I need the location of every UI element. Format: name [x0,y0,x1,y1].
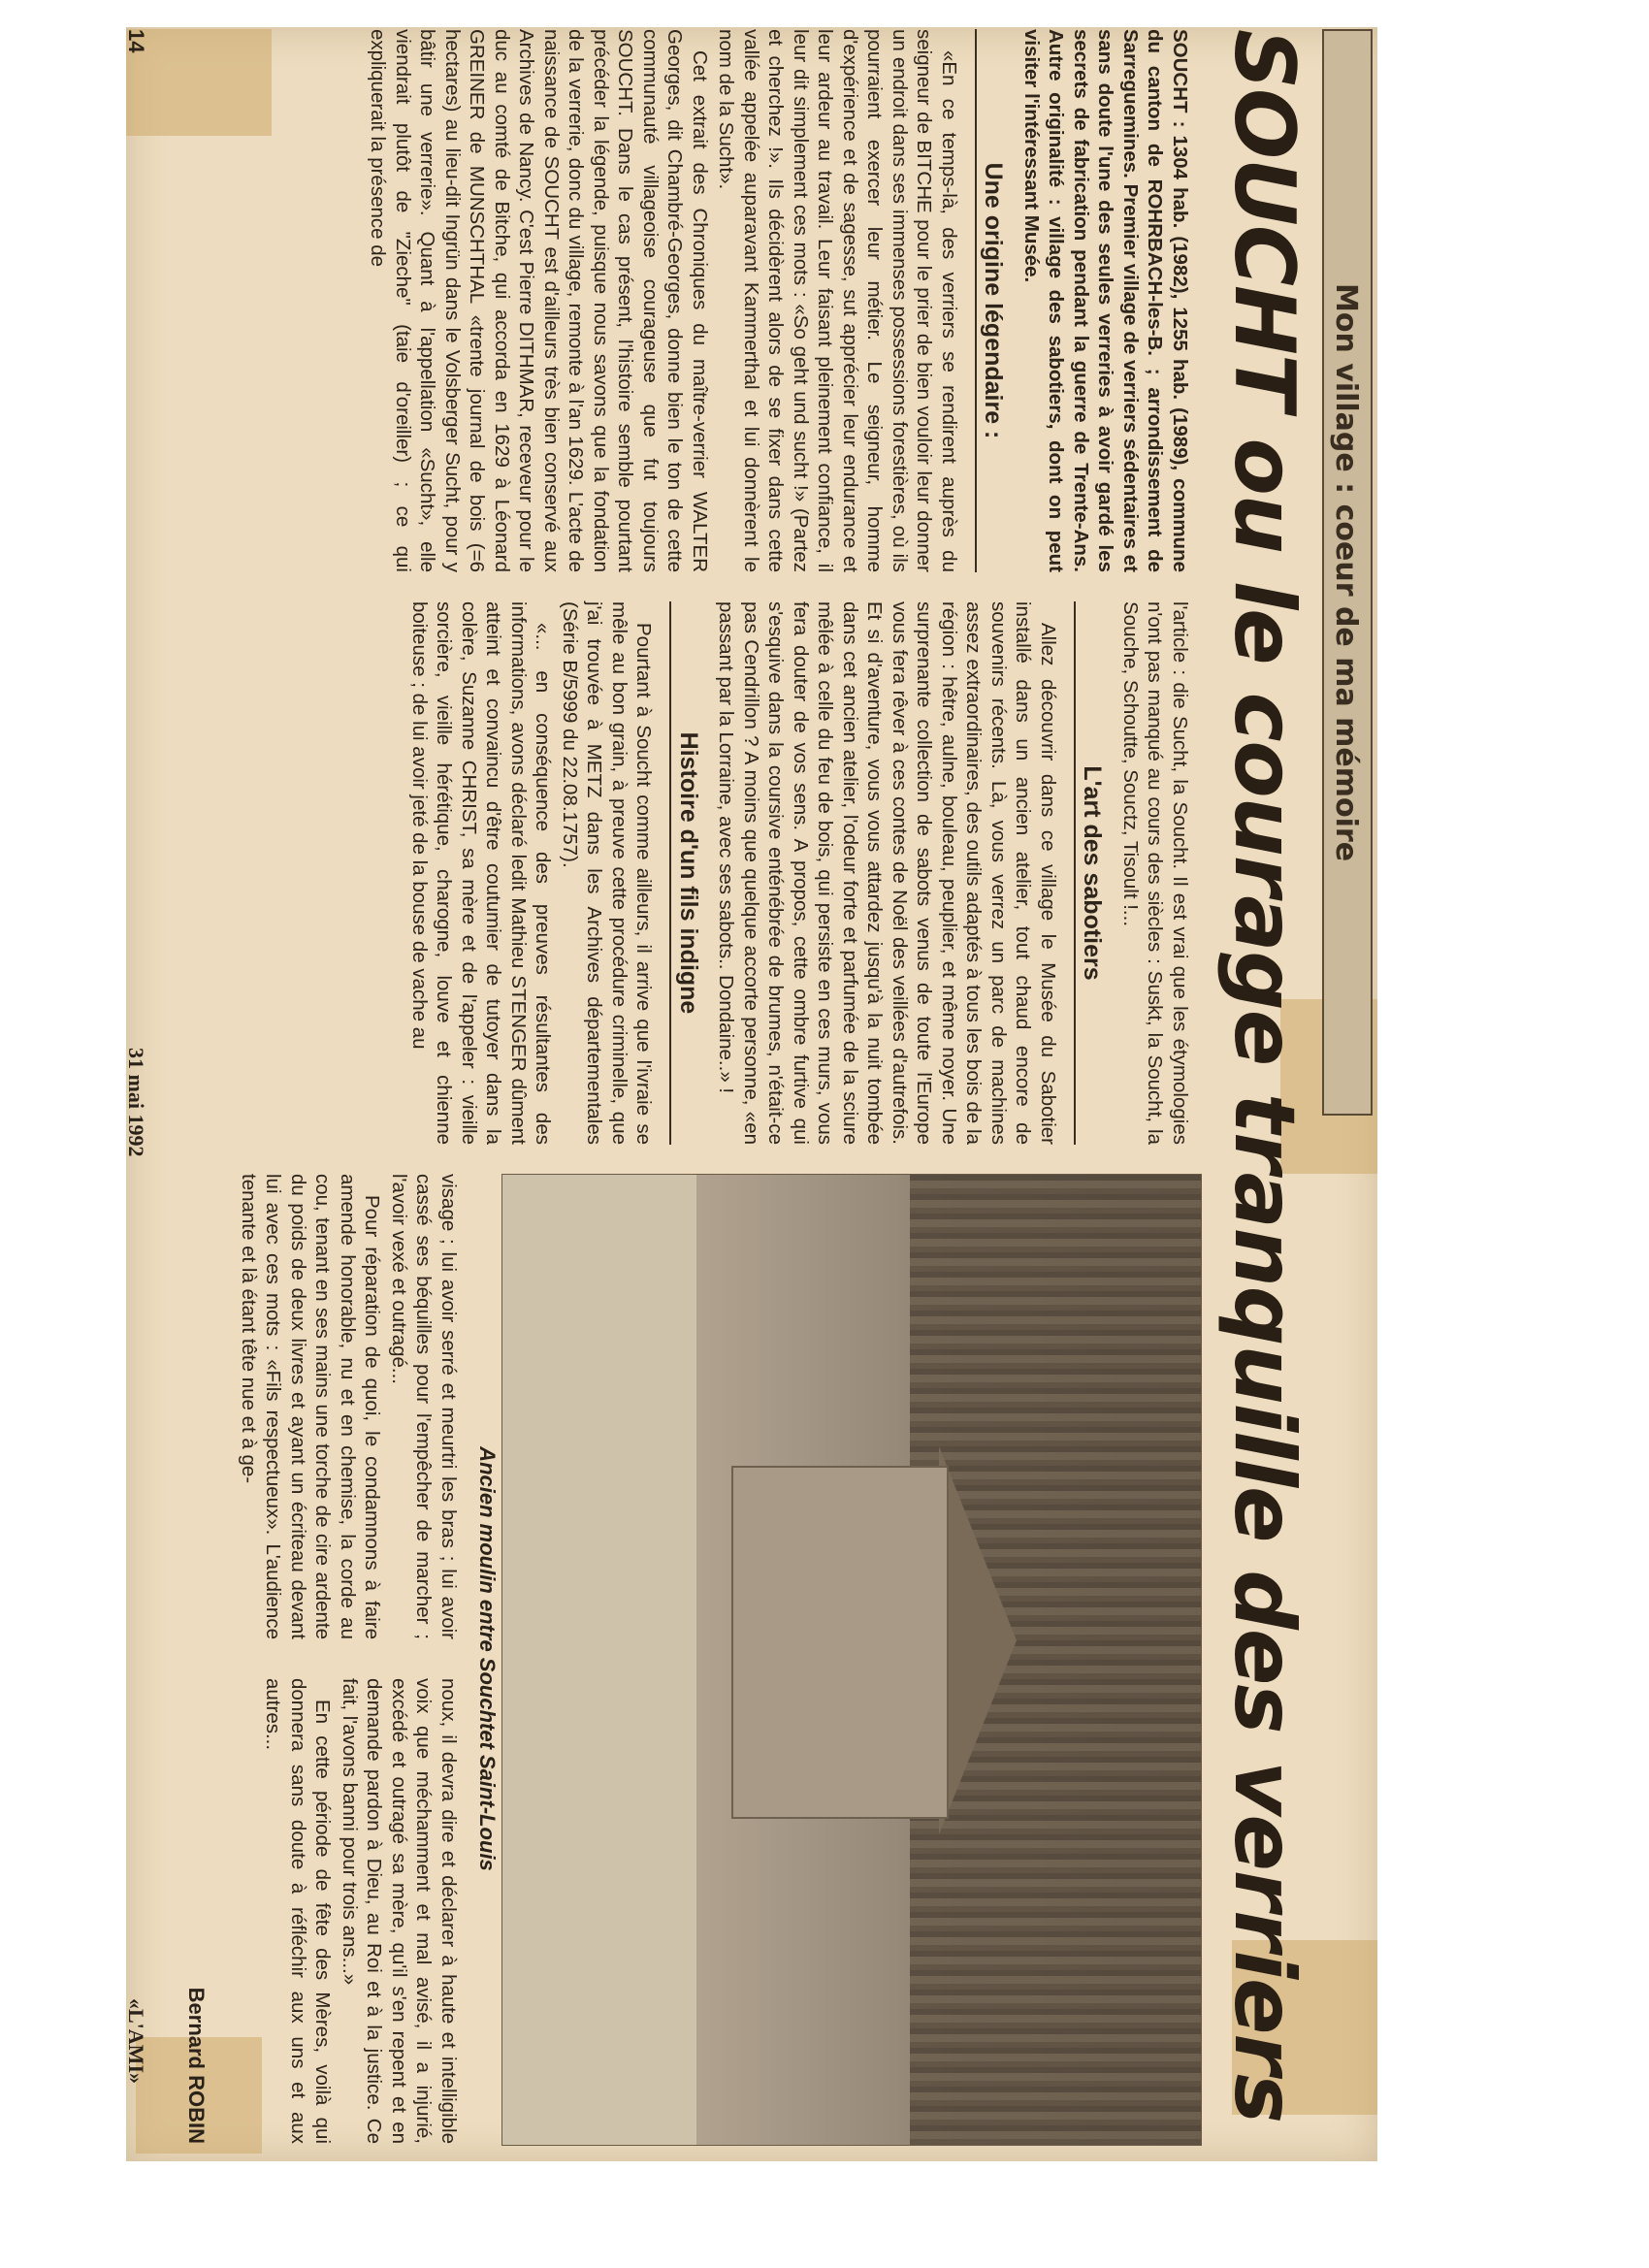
article [121,29,1373,2163]
paragraph: Pourtant à Soucht comme ailleurs, il arrive que l'ivraie se mêle au bon grain, à preuve cette procédure criminelle, que j'ai trouvée à METZ dans les Archives départementales (Série B/5999 du 22.08.1757). [559,601,656,1145]
paragraph: «En ce temps-là, des verriers se rendirent auprès du seigneur de BITCHE pour le prier de bien vouloir leur donner un endroit dans ses immenses possessions forestières, où ils pourraient exercer leur métier. Le seigneur, homme d'expérience et de sagesse, sut apprécier leur endurance et leur ardeur au travail. Leur faisant pleinement confiance, il leur dit simplement ces mots : «So geht und sucht !» (Partez et cherchez !». Ils décidèrent alors de se fixer dans cette vallée appelée auparavant Kammerthal et lui donnèrent le nom de la Sucht». [715,29,960,572]
paragraph: «... en conséquence des preuves résultantes des informations, avons déclaré ledit Mathieu STENGER dûment atteint et convaincu d'être coutumier de tutoyer dans la colère, Suzanne CHRIST, sa mère et de l'appeler : vieille sorcière, vieille hérétique, charogne, louve et chienne boiteuse ; de lui avoir jeté de la bouse de vache au [408,601,555,1145]
paragraph: Cet extrait des Chroniques du maître-verrier WALTER Georges, dit Chambré-Georges, donne bien le ton de cette communauté villageoise courageuse que fut toujours SOUCHT. Dans le cas présent, l'histoire semble pourtant précéder la légende, puisque nous savons que la fondation de la verrerie, donc du village, remonte à l'an 1629. L'acte de naissance de SOUCHT est d'ailleurs très bien conservé aux Archives de Nancy. C'est Pierre DITHMAR, receveur pour le duc au comté de Bitche, qui accorda en 1629 à Léonard GREINER de MUNSCHTHAL «trente journal de bois (=6 hectares) au lieu-dit Ingrün dans le Volsberger Sucht, pour y bâtir une verrerie». Quant à l'appellation «Sucht», elle viendrait plutôt de "Zieche" (taie d'oreiller) ; ce qui expliquerait la présence de [367,29,711,572]
author-signature: Bernard ROBIN [184,1987,209,2144]
kicker-banner: Mon village : coeur de ma mémoire [1322,29,1373,1116]
publication-date: 31 mai 1992 [124,1048,148,1157]
page-number: 14 [124,29,148,53]
paragraph: visage ; lui avoir serré et meurtri les bras ; lui avoir cassé ses béquilles pour l'empêcher de marcher ; l'avoir vexé et outragé... [388,1174,460,1639]
section-title: Histoire d'un fils indigne [670,601,701,1145]
lead-paragraph: SOUCHT : 1304 hab. (1982), 1255 hab. (1989), commune du canton de ROHRBACH-les-B. ; arrondissement de Sarreguemines. Premier village de verriers sédentaires et sans doute l'une des seules verreries à avoir gardé les secrets de fabrication pendant la guerre de Trente-Ans. Autre originalité : village des sabotiers, dont on peut visiter l'intéressant Musée. [1020,29,1191,572]
mill-roof [939,1446,1017,1834]
mill-building [731,1466,949,1819]
section-title: Une origine légendaire : [975,29,1006,572]
paragraph: En cette période de fête des Mères, voilà qui donnera sans doute à réfléchir aux uns et aux autres... [262,1678,335,2144]
ground [502,1175,696,2145]
column-3 [160,1174,461,1639]
mill-photo [501,1174,1202,2146]
publication-name: «L'AMI» [124,1998,148,2084]
column-2 [164,601,1192,1145]
column-1 [164,29,1192,572]
paragraph: Pour réparation de quoi, le condamnons à faire amende honorable, nu et en chemise, la corde au cou, tenant en ses mains une torche de cire ardente du poids de deux livres et ayant un écriteau devant lui avec ces mots : «Fils respectueux». L'audience tenante et là étant tête nue et à ge- [238,1174,384,1639]
photo-caption: Ancien moulin entre Souchtet Saint-Louis [475,1446,500,1871]
paragraph: l'article : die Sucht, la Soucht. Il est vrai que les étymologies n'ont pas manqué au cours des siècles : Suskt, la Soucht, la Souche, Schoutte, Souctz, Tisoult !... [1119,601,1191,1145]
paragraph: noux, il devra dire et déclarer à haute et intelligible voix que méchamment et mal avisé, il a injurié, excédé et outragé sa mère, qu'il s'en repent et en demande pardon à Dieu, au Roi et à la justice. Ce fait, l'avons banni pour trois ans...» [339,1678,460,2144]
headline: SOUCHT ou le courage tranquille des verriers [1215,29,1312,2123]
paragraph: Allez découvrir dans ce village le Musée du Sabotier installé dans un ancien atelier, tout chaud encore de souvenirs récents. Là, vous verrez un parc de machines assez extraordinaires, des outils adaptés à tous les bois de la région : hêtre, aulne, bouleau, peuplier, et même noyer. Une surprenante collection de sabots venus de toute l'Europe vous fera rêver à ces contes de Noël des veillées d'autrefois. Et si d'aventure, vous vous attardez jusqu'à la nuit tombée dans cet ancien atelier, l'odeur forte et parfumée de la sciure mêlée à celle du feu de bois, qui persiste en ces murs, vous fera douter de vos sens. A propos, cette ombre furtive qui s'esquive dans la coursive enténébrée de brumes, n'était-ce pas Cendrillon ? A moins que quelque accorte personne, «en passant par la Lorraine, avec ses sabots.. Dondaine..» ! [715,601,1059,1145]
section-title: L'art des sabotiers [1074,601,1105,1145]
